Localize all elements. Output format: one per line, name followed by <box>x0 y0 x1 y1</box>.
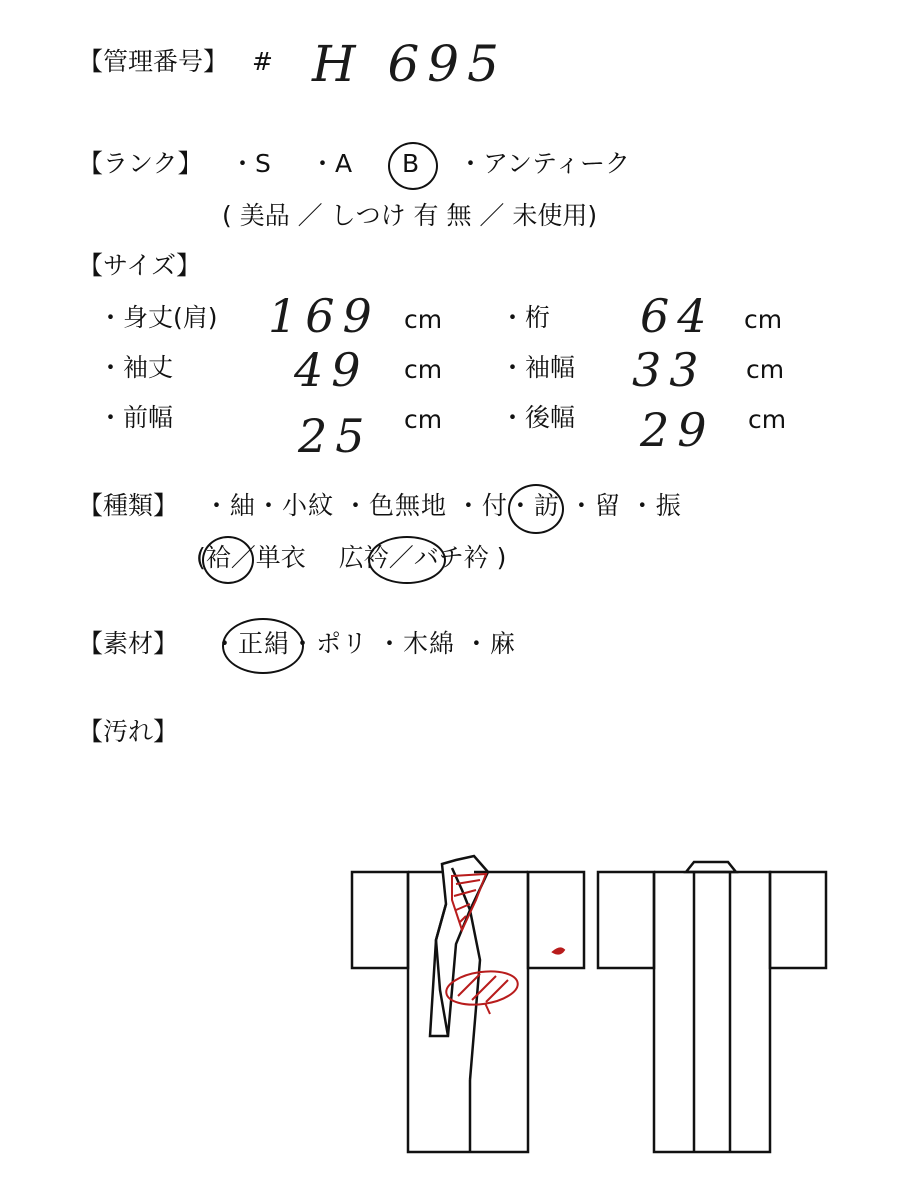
size-unit: cm <box>404 305 443 334</box>
back-collar <box>686 862 736 872</box>
size-label-sodehaba: ・袖幅 <box>500 353 576 382</box>
back-left-sleeve <box>598 872 654 968</box>
management-number: H 695 <box>312 35 507 93</box>
size-label: 【サイズ】 <box>78 251 202 280</box>
size-value-ushirohaba: 29 <box>640 403 715 457</box>
rank-option-a: ・A <box>310 149 353 178</box>
management-hash: # <box>252 47 273 76</box>
rank-option-s: ・S <box>230 149 271 178</box>
size-value-sodehaba: 33 <box>632 343 707 397</box>
size-unit: cm <box>744 305 783 334</box>
front-overlap-line <box>470 910 480 1080</box>
kind-line1: ・紬・小紋 ・色無地 ・付・訪 ・留 ・振 <box>204 491 682 520</box>
management-label: 【管理番号】 <box>78 47 229 76</box>
size-value-maehaba: 25 <box>298 409 373 463</box>
size-unit: cm <box>404 355 443 384</box>
size-label-mitake: ・身丈(肩) <box>98 303 218 332</box>
rank-option-b: B <box>402 149 420 178</box>
size-label-maehaba: ・前幅 <box>98 403 174 432</box>
stain-label: 【汚れ】 <box>78 717 179 746</box>
material-line: ・正絹・ポリ ・木綿 ・麻 <box>212 629 516 658</box>
rank-label: 【ランク】 <box>78 149 203 178</box>
rank-note: ( 美品 ／ しつけ 有 無 ／ 未使用) <box>222 201 598 230</box>
back-body-outline <box>654 872 770 1152</box>
back-right-sleeve <box>770 872 826 968</box>
size-label-sodetake: ・袖丈 <box>98 353 174 382</box>
size-value-yuki: 64 <box>640 289 715 343</box>
size-label-yuki: ・桁 <box>500 303 551 332</box>
kind-line2: (袷／単衣 広衿／バチ衿 ) <box>196 543 507 572</box>
front-left-sleeve <box>352 872 408 968</box>
size-value-sodetake: 49 <box>294 343 369 397</box>
size-value-mitake: 169 <box>268 289 380 343</box>
stain-marks <box>444 874 564 1014</box>
kind-label: 【種類】 <box>78 491 179 520</box>
material-label: 【素材】 <box>78 629 179 658</box>
size-label-ushirohaba: ・後幅 <box>500 403 576 432</box>
size-unit: cm <box>746 355 785 384</box>
kimono-back-diagram <box>598 862 826 1152</box>
size-unit: cm <box>748 405 787 434</box>
rank-option-antique: ・アンティーク <box>458 149 631 178</box>
stain-dot-mark <box>553 948 564 953</box>
stain-front-mark <box>444 967 520 1009</box>
size-unit: cm <box>404 405 443 434</box>
